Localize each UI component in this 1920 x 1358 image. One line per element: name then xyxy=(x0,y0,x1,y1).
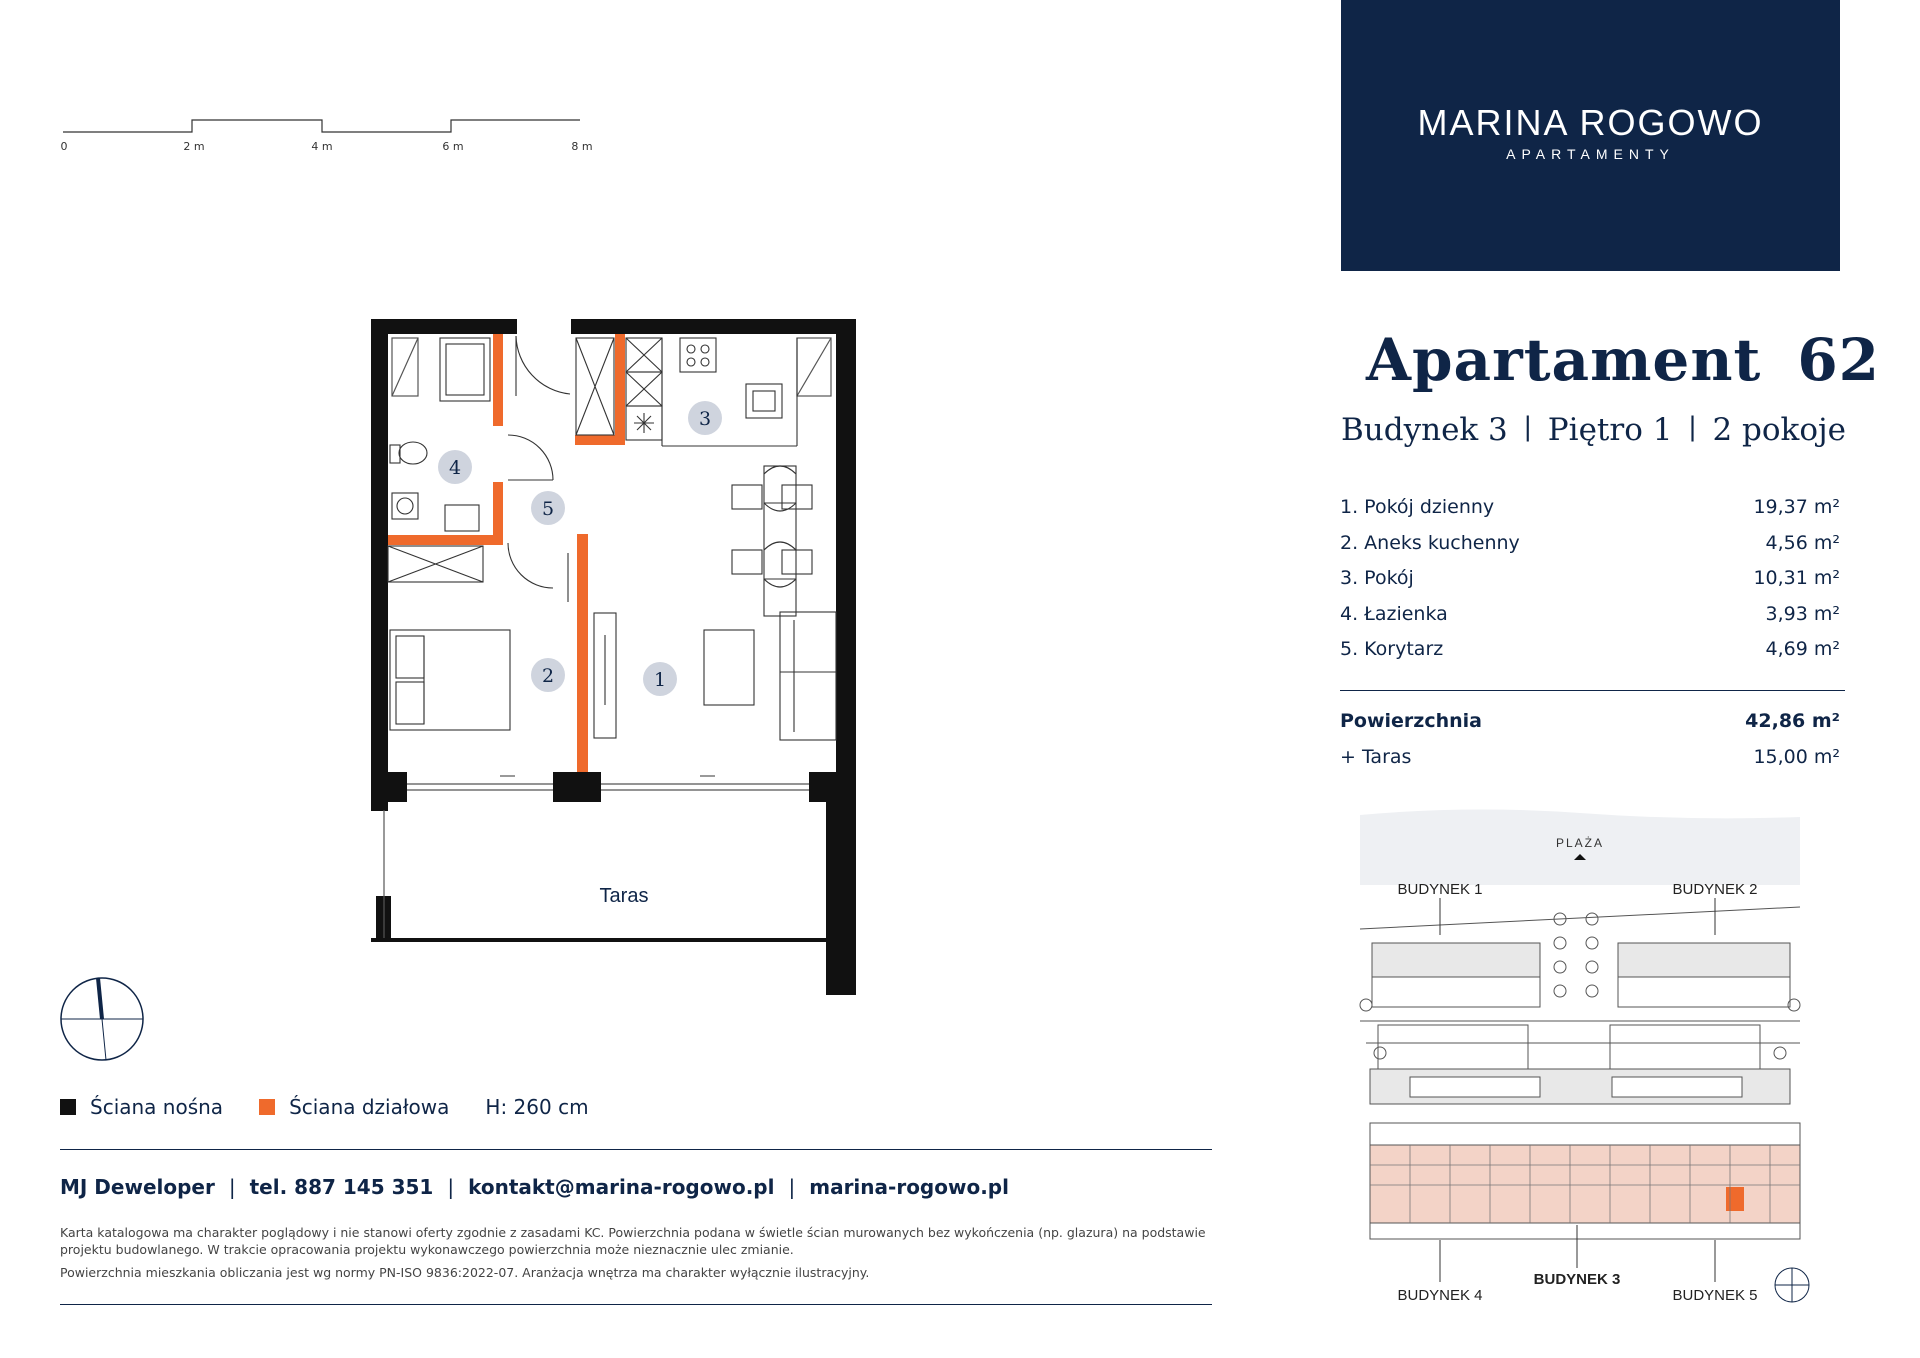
room-area: 10,31 m² xyxy=(1753,567,1840,589)
building-2-label: BUDYNEK 2 xyxy=(1672,881,1758,898)
room-number: 3 xyxy=(698,408,712,430)
terrace-row xyxy=(1340,746,1840,782)
legend-label: Ściana nośna xyxy=(90,1095,224,1119)
legend-height xyxy=(485,1095,588,1119)
floor-plan xyxy=(360,310,880,1000)
logo-title: MARINA ROGOWO xyxy=(1417,102,1764,143)
partition-wall xyxy=(615,334,625,440)
room-row xyxy=(1340,496,1840,532)
room-number: 4 xyxy=(448,457,462,479)
room-row xyxy=(1340,532,1840,568)
website-link[interactable]: marina-rogowo.pl xyxy=(809,1175,1009,1199)
scale-label: 2 m xyxy=(183,140,205,153)
total-area-value: 42,86 m² xyxy=(1745,710,1840,732)
room-name: 1. Pokój dzienny xyxy=(1340,496,1495,518)
load-wall-swatch xyxy=(60,1099,76,1115)
building-label: Budynek 3 xyxy=(1341,412,1508,448)
load-wall xyxy=(826,790,856,995)
separator: | xyxy=(1523,412,1533,442)
room-number: 2 xyxy=(541,665,555,687)
building-4-label: BUDYNEK 4 xyxy=(1397,1287,1483,1304)
total-area-row xyxy=(1340,710,1840,746)
terrace-label: Taras xyxy=(599,885,649,907)
highlight-building-3 xyxy=(1370,1145,1800,1223)
beach-label: PLAŻA xyxy=(1555,836,1605,850)
phone-link[interactable]: tel. 887 145 351 xyxy=(249,1175,434,1199)
room-number: 1 xyxy=(653,669,667,691)
legend-partition-wall xyxy=(259,1095,449,1119)
compass-icon xyxy=(58,975,148,1065)
scale-label: 4 m xyxy=(311,140,333,153)
divider xyxy=(1340,690,1845,691)
room-row xyxy=(1340,567,1840,603)
contact-line: MJ Deweloper | tel. 887 145 351 | kontakt@marina-rogowo.pl | marina-rogowo.pl xyxy=(60,1175,1009,1199)
apartment-subline xyxy=(1341,412,1846,448)
disclaimer-text: Powierzchnia mieszkania obliczania jest wg normy PN-ISO 9836:2022-07. Aranżacja wnętrza ma charakter wyłącznie ilustracyjny. xyxy=(60,1265,870,1280)
legend-load-wall xyxy=(60,1095,223,1119)
terrace-label: + Taras xyxy=(1340,745,1412,768)
terrace-edge xyxy=(371,938,826,942)
building-3-label: BUDYNEK 3 xyxy=(1533,1271,1621,1288)
site-map xyxy=(1350,805,1810,1315)
room-row xyxy=(1340,603,1840,639)
apartment-title-word: Apartament xyxy=(1366,326,1762,394)
room-area: 19,37 m² xyxy=(1753,496,1840,518)
room-name: 4. Łazienka xyxy=(1340,602,1448,625)
room-row xyxy=(1340,638,1840,674)
terrace-value: 15,00 m² xyxy=(1753,745,1840,768)
load-wall xyxy=(836,319,856,811)
legend xyxy=(60,1095,625,1119)
separator: | xyxy=(1688,412,1697,442)
load-wall xyxy=(553,772,601,802)
rooms-count-label: 2 pokoje xyxy=(1712,412,1846,448)
apartment-number: 62 xyxy=(1797,326,1881,394)
load-wall xyxy=(371,319,388,811)
scale-label: 6 m xyxy=(442,140,464,153)
email-link[interactable]: kontakt@marina-rogowo.pl xyxy=(468,1175,775,1199)
partition-wall xyxy=(388,535,503,545)
divider xyxy=(60,1149,1212,1150)
legend-label: Ściana działowa xyxy=(289,1095,450,1119)
load-wall xyxy=(571,319,856,334)
floor-label: Piętro 1 xyxy=(1547,412,1673,448)
partition-wall-swatch xyxy=(259,1099,275,1115)
apartment-title xyxy=(1366,326,1880,394)
company-name: MJ Deweloper xyxy=(60,1175,215,1199)
building-5-label: BUDYNEK 5 xyxy=(1672,1287,1758,1304)
total-area-label: Powierzchnia xyxy=(1340,710,1483,732)
room-name: 5. Korytarz xyxy=(1340,638,1444,660)
load-wall xyxy=(371,772,407,802)
load-wall xyxy=(371,319,517,334)
area-totals xyxy=(1340,710,1840,781)
compass-icon xyxy=(1775,1268,1809,1302)
divider xyxy=(60,1304,1212,1305)
room-area: 3,93 m² xyxy=(1765,602,1840,625)
logo xyxy=(1341,0,1840,271)
room-name: 3. Pokój xyxy=(1340,567,1414,589)
disclaimer-text: Karta katalogowa ma charakter poglądowy i nie stanowi oferty zgodnie z zasadami KC. Powierzchnia podana w świetle ścian murowanych bez wykończenia (np. glazura) na podstawie projektu budowlanego. W trakcie opracowania projektu wykonawczego powierzchnia może nieznacznie ulec zmianie. xyxy=(60,1225,1206,1257)
room-name: 2. Aneks kuchenny xyxy=(1340,531,1520,554)
logo-subtitle: APARTAMENTY xyxy=(1506,146,1675,162)
scale-label: 0 xyxy=(60,140,68,153)
room-area: 4,56 m² xyxy=(1765,531,1840,554)
building-1-label: BUDYNEK 1 xyxy=(1397,881,1483,898)
partition-wall xyxy=(577,534,588,772)
legend-label: H: 260 cm xyxy=(485,1095,589,1119)
apartment-marker xyxy=(1726,1187,1744,1211)
room-list xyxy=(1340,496,1840,674)
scale-bar xyxy=(60,110,600,160)
room-number: 5 xyxy=(541,498,555,520)
partition-wall xyxy=(493,482,503,544)
scale-bar-graphic xyxy=(60,110,600,140)
scale-label: 8 m xyxy=(571,140,593,153)
room-area: 4,69 m² xyxy=(1765,638,1840,660)
partition-wall xyxy=(493,334,503,426)
partition-wall xyxy=(575,435,625,445)
